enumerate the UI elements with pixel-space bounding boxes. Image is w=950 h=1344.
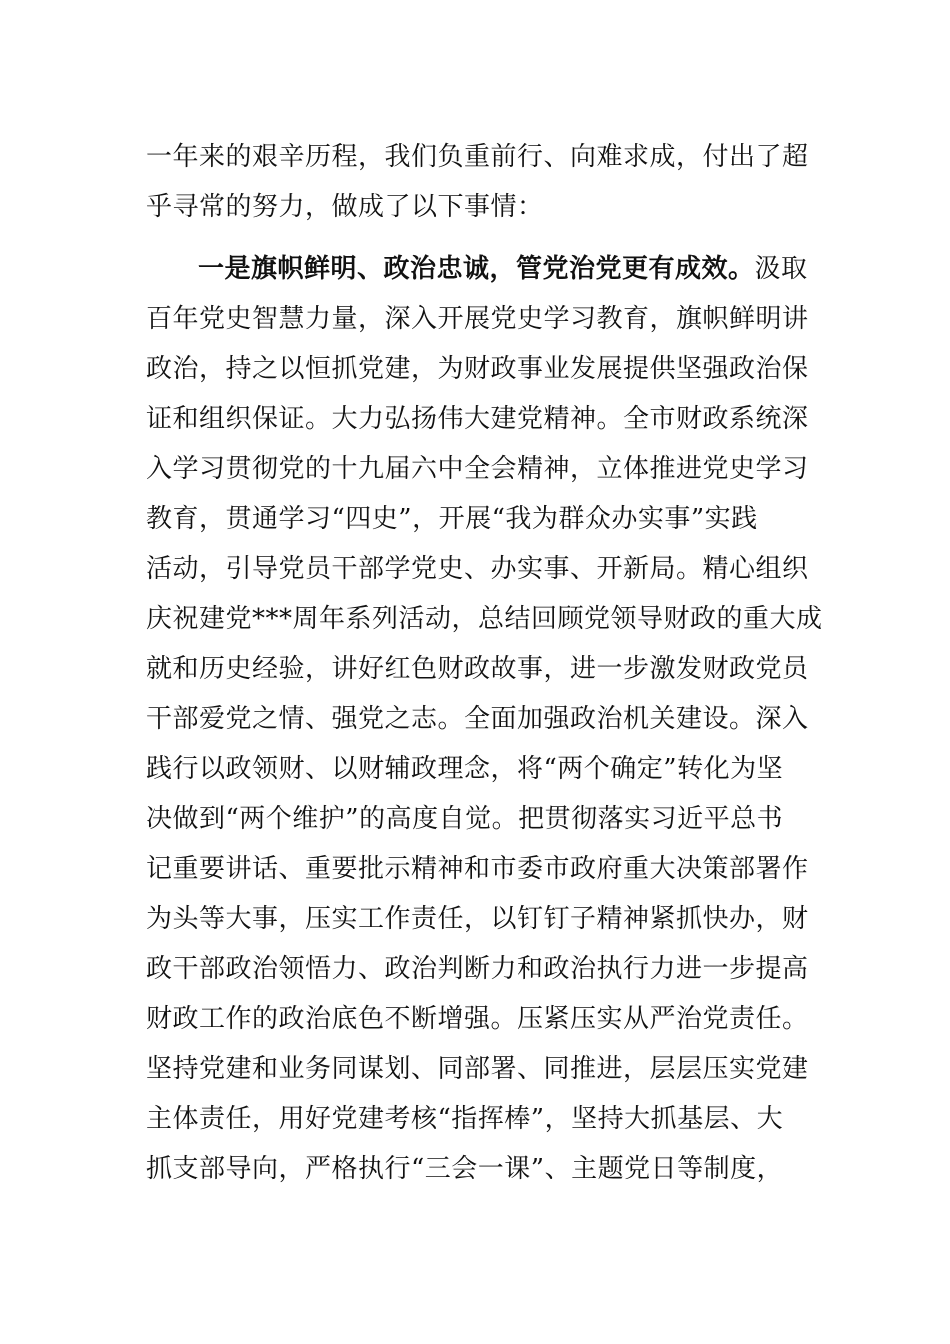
- text-line: 为头等大事，压实工作责任，以钉钉子精神紧抓快办，财: [146, 904, 809, 934]
- text-line: 政干部政治领悟力、政治判断力和政治执行力进一步提高: [146, 954, 809, 984]
- paragraph-heading: 一是旗帜鲜明、政治忠诚，管党治党更有成效。: [198, 254, 755, 284]
- text-line: 干部爱党之情、强党之志。全面加强政治机关建设。深入: [146, 704, 809, 734]
- text-line: 坚持党建和业务同谋划、同部署、同推进，层层压实党建: [146, 1054, 809, 1084]
- text-line: 入学习贯彻党的十九届六中全会精神，立体推进党史学习: [146, 454, 809, 484]
- text-line: 活动，引导党员干部学党史、办实事、开新局。精心组织: [146, 554, 809, 584]
- text-line: 抓支部导向，严格执行“三会一课”、主题党日等制度，: [146, 1154, 784, 1184]
- text-line: 财政工作的政治底色不断增强。压紧压实从严治党责任。: [146, 1004, 809, 1034]
- text-line: 庆祝建党***周年系列活动，总结回顾党领导财政的重大成: [146, 604, 823, 634]
- text-line: 百年党史智慧力量，深入开展党史学习教育，旗帜鲜明讲: [146, 304, 809, 334]
- text-line: 践行以政领财、以财辅政理念，将“两个确定”转化为坚: [146, 754, 784, 784]
- text-line: 教育，贯通学习“四史”，开展“我为群众办实事”实践: [146, 504, 758, 534]
- text-line: 记重要讲话、重要批示精神和市委市政府重大决策部署作: [146, 854, 809, 884]
- text-line: 决做到“两个维护”的高度自觉。把贯彻落实习近平总书: [146, 804, 784, 834]
- paragraph-first-line: [146, 244, 806, 294]
- text-line: 政治，持之以恒抓党建，为财政事业发展提供坚强政治保: [146, 354, 809, 384]
- text-line: 就和历史经验，讲好红色财政故事，进一步激发财政党员: [146, 654, 809, 684]
- text-fragment: 汲取: [754, 254, 808, 284]
- paragraph-point-one: [146, 244, 823, 1194]
- text-line: 主体责任，用好党建考核“指挥棒”，坚持大抓基层、大: [146, 1104, 784, 1134]
- paragraph-intro: [146, 132, 809, 232]
- text-line: 乎寻常的努力，做成了以下事情：: [146, 192, 544, 222]
- text-line: 证和组织保证。大力弘扬伟大建党精神。全市财政系统深: [146, 404, 809, 434]
- text-line: 一年来的艰辛历程，我们负重前行、向难求成，付出了超: [146, 142, 809, 172]
